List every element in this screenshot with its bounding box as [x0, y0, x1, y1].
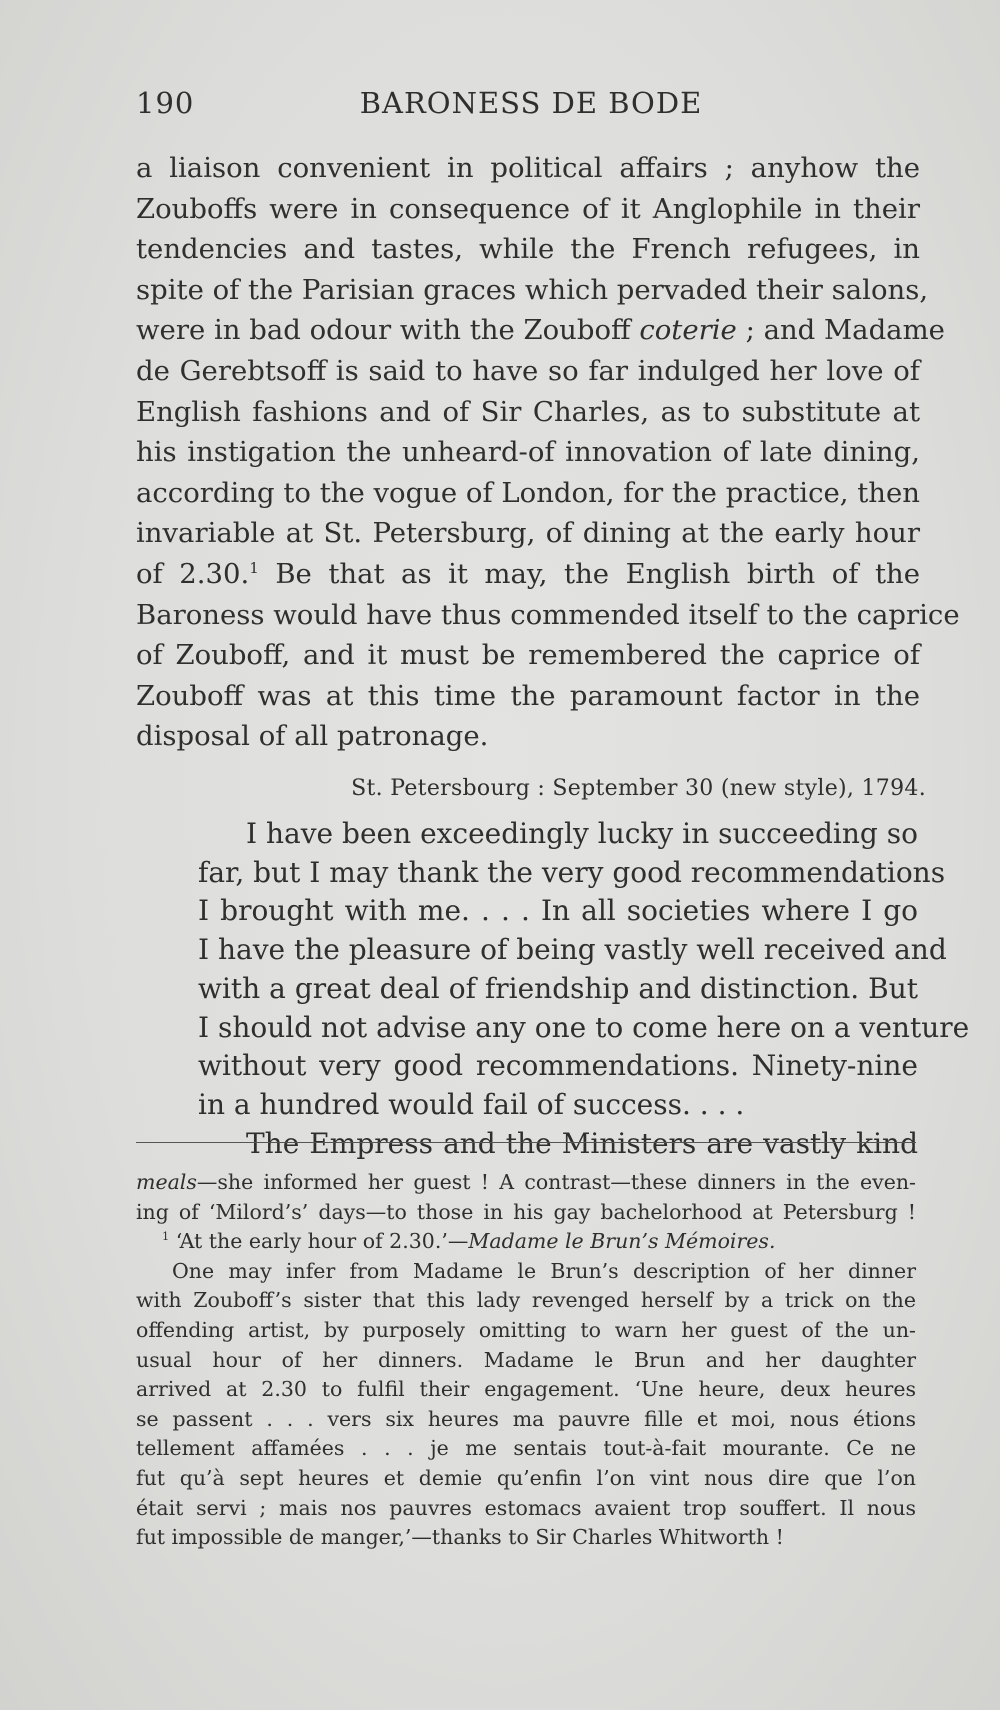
text-line: usual hour of her dinners. Madame le Brun and her daughter [136, 1347, 916, 1372]
text-line [136, 310, 945, 351]
text-line: according to the vogue of London, for the practice, then [136, 476, 920, 509]
text-line: arrived at 2.30 to fulfil their engagement. ‘Une heure, deux heures [136, 1377, 916, 1402]
main-paragraph [136, 148, 960, 757]
text-segment: were in bad odour with the Zouboff [136, 314, 631, 347]
text-segment: —she informed her guest ! A contrast—these dinners in the even- [196, 1170, 916, 1194]
text-line: English fashions and of Sir Charles, as to substitute at [136, 395, 920, 428]
text-line [136, 1227, 916, 1257]
letter-dateline: St. Petersbourg : September 30 (new style), 1794. [351, 776, 926, 801]
text-segment: ; and Madame [736, 314, 945, 347]
text-line: with Zouboff’s sister that this lady revenged herself by a trick on the [136, 1288, 916, 1313]
text-line: disposal of all patronage. [136, 720, 489, 753]
page-number: 190 [136, 86, 195, 120]
text-line: se passent . . . vers six heures ma pauvre fille et moi, nous étions [136, 1406, 916, 1431]
text-line: Zouboff was at this time the paramount factor in the [136, 679, 920, 712]
text-line: I have been exceedingly lucky in succeeding so [246, 817, 918, 850]
text-line: fut impossible de manger,’—thanks to Sir Charles Whitworth ! [136, 1525, 784, 1550]
text-segment: Be that as it may, the English birth of the [258, 557, 920, 590]
text-line: without very good recommendations. Ninety-nine [198, 1049, 918, 1083]
text-line: fut qu’à sept heures et demie qu’enfin l’on vint nous dire que l’on [136, 1465, 916, 1490]
italic-citation: Madame le Brun’s Mémoires. [468, 1229, 776, 1254]
text-line: était servi ; mais nos pauvres estomacs avaient trop souffert. Il nous [136, 1495, 916, 1520]
text-line: offending artist, by purposely omitting to warn her guest of the un- [136, 1317, 916, 1342]
text-line: ing of ‘Milord’s’ days—to those in his gay bachelorhood at Petersburg ! [136, 1199, 916, 1224]
italic-word: coterie [639, 314, 737, 347]
text-line: Baroness would have thus commended itself to the caprice [136, 598, 960, 631]
footnote-reference: 1 [249, 558, 259, 577]
text-segment: ‘At the early hour of 2.30.’— [175, 1229, 469, 1254]
page-header [136, 86, 926, 126]
text-line: de Gerebtsoff is said to have so far indulged her love of [136, 354, 920, 387]
text-line: his instigation the unheard-of innovation of late dining, [136, 436, 920, 469]
running-head: BARONESS DE BODE [359, 86, 703, 120]
footnote-marker: 1 [162, 1230, 170, 1244]
text-line: in a hundred would fail of success. . . . [198, 1087, 745, 1121]
text-line: I brought with me. . . . In all societies where I go [198, 894, 918, 928]
text-line: invariable at St. Petersburg, of dining at the early hour [136, 517, 920, 550]
footnote-divider [136, 1142, 916, 1143]
text-line: Zouboffs were in consequence of it Anglophile in their [136, 192, 920, 225]
text-line: tellement affamées . . . je me sentais tout-à-fait mourante. Ce ne [136, 1436, 916, 1461]
text-line: spite of the Parisian graces which pervaded their salons, [136, 273, 929, 306]
text-line: of Zouboff, and it must be remembered the caprice of [136, 639, 920, 672]
text-line: One may infer from Madame le Brun’s description of her dinner [172, 1258, 916, 1283]
text-line [136, 1168, 916, 1198]
text-line: The Empress and the Ministers are vastly kind [246, 1126, 918, 1160]
text-line: a liaison convenient in political affairs ; anyhow the [136, 152, 920, 184]
footnotes [136, 1168, 916, 1553]
text-line: I should not advise any one to come here on a venture [198, 1010, 970, 1044]
text-line: far, but I may thank the very good recommendations [198, 855, 946, 889]
text-line: tendencies and tastes, while the French refugees, in [136, 233, 920, 266]
text-line [136, 554, 920, 595]
text-segment: of 2.30. [136, 557, 250, 590]
italic-word: meals [136, 1170, 197, 1194]
text-line: with a great deal of friendship and distinction. But [198, 971, 918, 1005]
letter-quote [198, 815, 970, 1163]
text-line: I have the pleasure of being vastly well received and [198, 933, 947, 967]
